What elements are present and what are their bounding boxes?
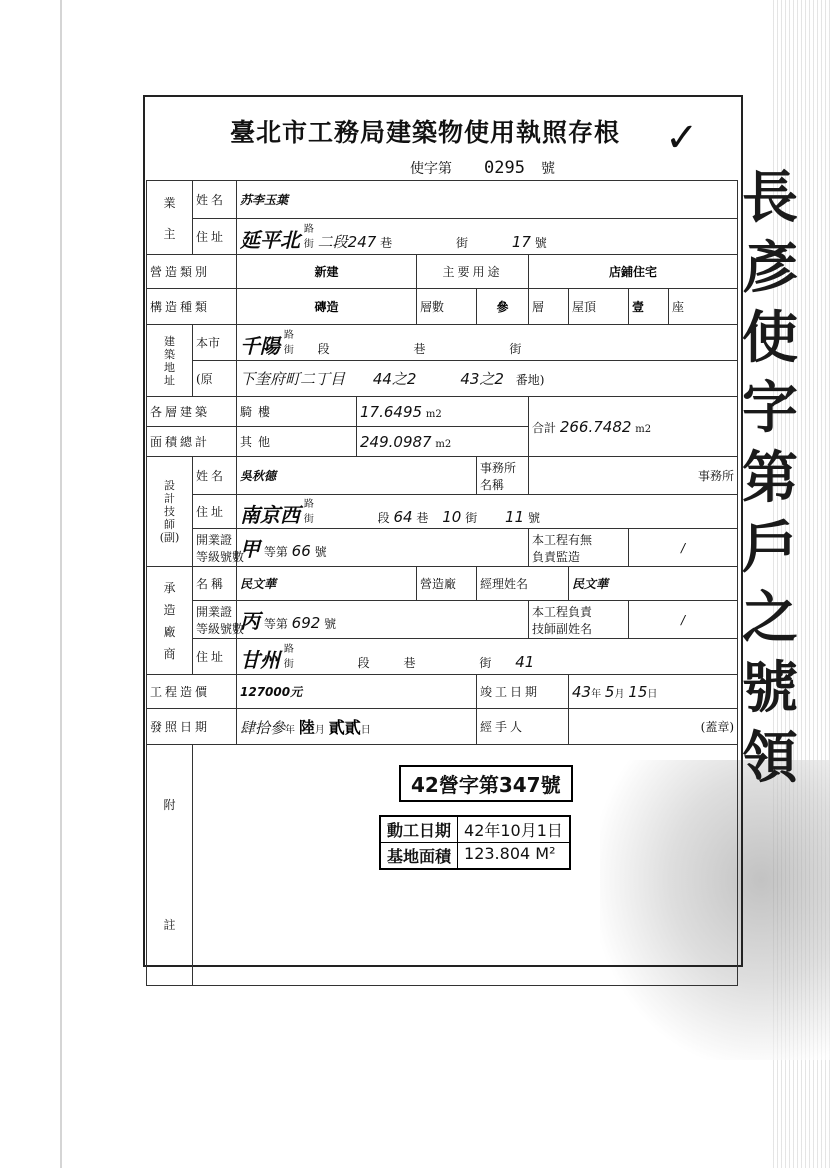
section-char: 附 <box>163 798 176 812</box>
area-unit: m2 <box>425 408 442 420</box>
architect-cert-value <box>237 529 529 567</box>
owner-address-value <box>237 219 738 255</box>
roof-label: 屋頂 <box>569 289 629 325</box>
contractor-cert-label: 開業證 等級號數 <box>193 601 237 639</box>
main-use-value: 店鋪住宅 <box>529 255 738 289</box>
start-date-value: 42年10月1日 <box>458 817 569 843</box>
architect-name-label: 姓名 <box>193 457 237 495</box>
supervisor-value: / <box>629 529 738 567</box>
side-char: 之 <box>742 585 798 651</box>
lot-label: 番地) <box>515 373 545 387</box>
street-label: 街 <box>465 511 478 525</box>
structure-label: 構造種類 <box>147 289 237 325</box>
issue-row <box>147 709 738 745</box>
site-section-label <box>147 325 193 397</box>
road-label: 路 街 <box>303 499 314 525</box>
segment-label: 段 <box>377 511 390 525</box>
contractor-address-label: 住址 <box>193 639 237 675</box>
site-road-value: 千陽 <box>240 334 280 358</box>
form-title: 臺北市工務局建築物使用執照存根 <box>230 118 621 147</box>
number-label: 號 <box>314 545 327 559</box>
architect-segment-value: 64 <box>393 508 413 526</box>
handler-label: 經手人 <box>477 709 569 745</box>
notes-section-label <box>147 745 193 986</box>
architect-address-label: 住址 <box>193 495 237 529</box>
tech-label: 本工程負責 技師副姓名 <box>529 601 629 639</box>
owner-name-label: 姓名 <box>193 181 237 219</box>
site-original-label: (原 <box>193 361 237 397</box>
side-char: 字 <box>742 375 798 441</box>
side-char: 彥 <box>742 235 798 301</box>
contractor-name-row <box>147 567 738 601</box>
supervisor-label: 本工程有無 負責監造 <box>529 529 629 567</box>
contractor-cert-number: 692 <box>291 614 321 632</box>
seal-label: (蓋章) <box>569 709 738 745</box>
year-label: 年 <box>591 688 602 700</box>
section-char: 址 <box>164 373 175 387</box>
other-area-value: 249.0987 <box>360 432 432 451</box>
road-label: 路 街 <box>283 330 294 356</box>
site-row-1 <box>147 325 738 361</box>
other-area-label: 其他 <box>237 427 357 457</box>
section-char: 廠 <box>163 624 176 639</box>
side-char: 使 <box>742 305 798 371</box>
area-label-1: 各層建築 <box>147 397 237 427</box>
year-label: 年 <box>285 725 296 736</box>
segment-label: 段 <box>357 656 370 670</box>
side-char: 號 <box>742 655 798 721</box>
section-char: 築 <box>164 347 175 361</box>
floor-unit: 層 <box>529 289 569 325</box>
manager-value: 民文華 <box>569 567 738 601</box>
owner-address-row <box>147 219 738 255</box>
architect-cert-number: 66 <box>291 542 311 560</box>
completion-date-value <box>569 675 738 709</box>
number-label: 號 <box>324 617 337 631</box>
area-unit: m2 <box>635 423 652 435</box>
contractor-cert-value <box>237 601 529 639</box>
notes-row <box>147 745 738 986</box>
section-char: 承 <box>163 580 176 595</box>
architect-address-value <box>237 495 738 529</box>
contractor-address-value <box>237 639 738 675</box>
arcade-value: 17.6495 <box>360 402 423 421</box>
section-char: 建 <box>164 334 175 348</box>
issue-date-label: 發照日期 <box>147 709 237 745</box>
contractor-name-label: 名稱 <box>193 567 237 601</box>
architect-cert-class: 甲 <box>240 537 260 561</box>
permit-form-table <box>146 180 738 986</box>
site-area-row <box>381 843 569 868</box>
office-suffix: 事務所 <box>529 457 738 495</box>
section-char: 主 <box>163 226 176 241</box>
cost-value: 127000元 <box>237 675 477 709</box>
area-total-cell <box>529 397 738 457</box>
manager-label: 經理姓名 <box>477 567 569 601</box>
architect-address-row <box>147 495 738 529</box>
completion-month: 5 <box>604 682 615 701</box>
contractor-cert-class: 丙 <box>240 609 260 633</box>
section-char: 商 <box>163 646 176 661</box>
site-original-district: 下奎府町二丁目 <box>240 370 346 388</box>
owner-name-row <box>147 181 738 219</box>
issue-month: 陸 <box>298 718 315 737</box>
completion-year: 43 <box>572 682 592 701</box>
owner-road-value: 延平北 <box>240 228 300 252</box>
floors-value: 參 <box>477 289 529 325</box>
site-area-label: 基地面積 <box>381 843 458 868</box>
section-char: 業 <box>163 195 176 210</box>
permit-prefix: 使字第 <box>410 161 452 177</box>
lane-label: 巷 <box>416 511 429 525</box>
lane-label: 巷 <box>380 236 393 250</box>
area-row-1 <box>147 397 738 427</box>
number-label: 號 <box>527 511 540 525</box>
architect-section-label <box>147 457 193 567</box>
contractor-cert-row <box>147 601 738 639</box>
site-original-value <box>237 361 738 397</box>
section-char: 造 <box>163 602 176 617</box>
cost-label: 工程造價 <box>147 675 237 709</box>
month-label: 月 <box>314 725 325 736</box>
month-label: 月 <box>614 688 625 700</box>
road-label: 路 街 <box>283 644 294 670</box>
contractor-firm-suffix: 營造廠 <box>417 567 477 601</box>
contractor-number-value: 41 <box>515 653 535 671</box>
roof-unit: 座 <box>669 289 738 325</box>
section-char: 地 <box>164 360 175 374</box>
site-address-value <box>237 325 738 361</box>
site-lot-2: 43之2 <box>460 370 504 388</box>
segment-label: 段 <box>317 342 330 356</box>
build-type-row <box>147 255 738 289</box>
arcade-value-cell <box>357 397 529 427</box>
contractor-road-value: 甘州 <box>240 648 280 672</box>
site-lot-1: 44之2 <box>372 370 417 388</box>
architect-lane-value: 10 <box>442 508 462 526</box>
class-label: 等第 <box>263 617 288 631</box>
check-mark-icon: ✓ <box>665 115 699 161</box>
tech-value: / <box>629 601 738 639</box>
section-char: (副) <box>159 531 180 544</box>
permit-number-value: 0295 <box>484 158 525 178</box>
total-label: 合計 <box>532 420 557 435</box>
total-value: 266.7482 <box>559 417 632 436</box>
section-char: 技 <box>164 505 175 518</box>
side-char: 領 <box>742 725 798 791</box>
cost-row <box>147 675 738 709</box>
architect-cert-label: 開業證 等級號數 <box>193 529 237 567</box>
street-label: 街 <box>479 656 492 670</box>
road-label: 路 街 <box>303 224 314 250</box>
main-use-label: 主要用途 <box>417 255 529 289</box>
site-row-2 <box>147 361 738 397</box>
roof-value: 壹 <box>629 289 669 325</box>
side-char: 長 <box>742 165 798 231</box>
floors-label: 層數 <box>417 289 477 325</box>
start-date-stamp <box>379 815 571 870</box>
owner-number-value: 17 <box>511 233 531 251</box>
office-name-label: 事務所 名稱 <box>477 457 529 495</box>
bleed-through-characters <box>742 165 822 850</box>
permit-reference-stamp: 42營字第347號 <box>399 765 573 802</box>
street-label: 街 <box>455 236 468 250</box>
lane-label: 巷 <box>403 656 416 670</box>
scan-shadow-left <box>60 0 122 1168</box>
issue-date-value <box>237 709 477 745</box>
build-type-value: 新建 <box>237 255 417 289</box>
arcade-label: 騎樓 <box>237 397 357 427</box>
class-label: 等第 <box>263 545 288 559</box>
side-char: 戶 <box>742 515 798 581</box>
area-unit: m2 <box>435 438 452 450</box>
notes-cell <box>193 745 738 986</box>
area-label-2: 面積總計 <box>147 427 237 457</box>
architect-name-row <box>147 457 738 495</box>
completion-day: 15 <box>628 682 648 701</box>
build-type-label: 營造類別 <box>147 255 237 289</box>
start-date-label: 動工日期 <box>381 817 458 843</box>
side-char: 第 <box>742 445 798 511</box>
lane-label: 巷 <box>413 342 426 356</box>
day-label: 日 <box>647 688 658 700</box>
site-city-label: 本市 <box>193 325 237 361</box>
contractor-section-label <box>147 567 193 675</box>
architect-road-value: 南京西 <box>240 503 300 527</box>
site-area-value: 123.804 M² <box>464 844 556 863</box>
section-char: 註 <box>163 918 176 932</box>
other-area-value-cell <box>357 427 529 457</box>
contractor-name-value: 民文華 <box>237 567 417 601</box>
section-char: 計 <box>164 492 175 505</box>
owner-address-label: 住址 <box>193 219 237 255</box>
structure-row <box>147 289 738 325</box>
owner-section-value: 二段247 <box>317 233 377 251</box>
structure-value: 磚造 <box>237 289 417 325</box>
architect-name-value: 吳秋德 <box>237 457 477 495</box>
number-label: 號 <box>534 236 547 250</box>
permit-suffix: 號 <box>540 161 555 177</box>
owner-name-value: 苏李玉葉 <box>237 181 738 219</box>
issue-year: 肆拾參 <box>240 719 286 737</box>
issue-day: 貳貳 <box>328 718 361 737</box>
street-label: 街 <box>509 342 522 356</box>
contractor-address-row <box>147 639 738 675</box>
section-char: 設 <box>164 479 175 492</box>
architect-number-value: 11 <box>505 508 525 526</box>
completion-date-label: 竣工日期 <box>477 675 569 709</box>
permit-number <box>410 158 555 178</box>
start-date-row <box>381 817 569 843</box>
section-char: 師 <box>164 518 175 531</box>
architect-cert-row <box>147 529 738 567</box>
owner-section-label <box>147 181 193 255</box>
day-label: 日 <box>360 725 371 736</box>
